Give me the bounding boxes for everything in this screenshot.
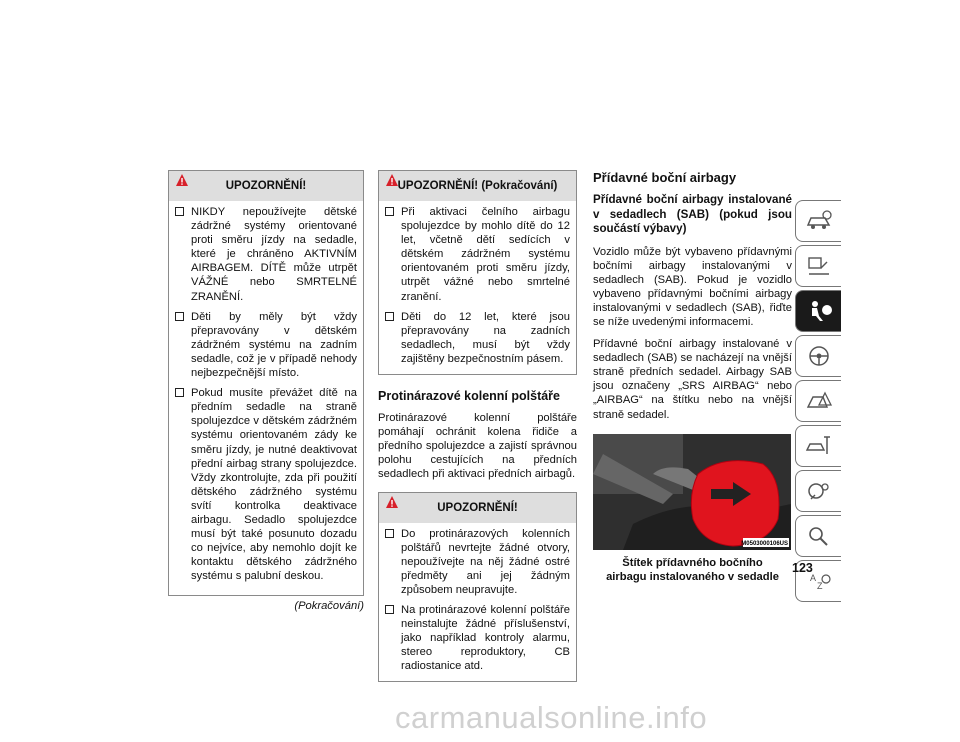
warning-item bbox=[175, 386, 357, 583]
warning-list bbox=[169, 201, 363, 595]
checkbox-bullet-icon bbox=[385, 605, 394, 614]
warning-triangle-icon bbox=[385, 495, 399, 509]
warning-header bbox=[379, 493, 576, 523]
tab-car-info[interactable] bbox=[795, 200, 841, 242]
section-heading: Protinárazové kolenní polštáře bbox=[378, 389, 560, 404]
warning-box bbox=[378, 492, 577, 683]
warning-header bbox=[169, 171, 363, 201]
warning-item bbox=[385, 205, 570, 304]
warning-item-text: Děti do 12 let, které jsou přepravovány na zadních sedadlech, musí být vždy zajištěny bezpečnostním pásem. bbox=[401, 310, 570, 365]
checkbox-bullet-icon bbox=[385, 529, 394, 538]
checkbox-bullet-icon bbox=[175, 388, 184, 397]
warning-title: UPOZORNĚNÍ! bbox=[225, 180, 307, 192]
specifications-icon bbox=[805, 479, 833, 503]
paragraph: Vozidlo může být vybaveno přídavnými bočními airbagy instalovanými v sedadlech (SAB). Pokud je vozidlo vybaveno přídavnými bočními airbagy instalovanými v sedadlech (SAB), řiďte se níže uvedenými informacemi. bbox=[593, 245, 792, 328]
warning-box-continued bbox=[378, 170, 577, 375]
warning-list bbox=[379, 201, 576, 374]
warning-header bbox=[379, 171, 576, 201]
warning-triangle-icon bbox=[175, 173, 189, 187]
checkbox-bullet-icon bbox=[175, 312, 184, 321]
service-icon bbox=[805, 434, 833, 458]
watermark: carmanualsonline.info bbox=[395, 700, 708, 735]
warning-item bbox=[385, 527, 570, 597]
svg-text:A: A bbox=[809, 573, 816, 583]
column-1 bbox=[168, 170, 364, 612]
tab-airbag-safety[interactable] bbox=[795, 290, 841, 332]
warning-box bbox=[168, 170, 364, 596]
paragraph: Protinárazové kolenní polštáře pomáhají ochránit kolena řidiče a předního spolujezdce a zajistí správnou polohu cestujících na předních sedadlech při aktivaci předních airbagů. bbox=[378, 412, 577, 481]
tab-service[interactable] bbox=[795, 425, 841, 467]
seat-airbag-illustration bbox=[593, 434, 791, 550]
warning-title: UPOZORNĚNÍ! bbox=[437, 501, 518, 514]
section-heading: Přídavné boční airbagy bbox=[593, 170, 737, 185]
seat-airbag-figure bbox=[593, 434, 791, 550]
tab-specifications[interactable] bbox=[795, 470, 841, 512]
sub-heading: Přídavné boční airbagy instalované v sedadlech (SAB) (pokud jsou součástí výbavy) bbox=[593, 193, 792, 235]
warning-title: UPOZORNĚNÍ! (Pokračování) bbox=[397, 180, 558, 192]
warning-triangle-icon bbox=[385, 173, 399, 187]
tab-emergency[interactable] bbox=[795, 380, 841, 422]
warning-item bbox=[175, 310, 357, 380]
page-number: 123 bbox=[792, 561, 813, 575]
search-icon bbox=[805, 524, 833, 548]
column-3 bbox=[593, 170, 792, 584]
paragraph: Přídavné boční airbagy instalované v sedadlech (SAB) se nacházejí na vnější straně předních sedadel. Airbagy SAB jsou označeny „SRS AIRBAG“ nebo „AIRBAG“ na štítku nebo na vnější straně sedadel. bbox=[593, 338, 792, 421]
warning-item bbox=[385, 310, 570, 366]
figure-code: M0503000106US bbox=[741, 540, 788, 547]
warning-item bbox=[385, 603, 570, 673]
dashboard-icon bbox=[805, 254, 833, 278]
car-info-icon bbox=[805, 209, 833, 233]
column-2 bbox=[378, 170, 577, 682]
warning-item-text: Při aktivaci čelního airbagu spolujezdce by mohlo dítě do 12 let, včetně dětí sedících v dětském zádržném systému orientovaném proti směru jízdy, utrpět vážné nebo smrtelné zranění. bbox=[401, 206, 570, 303]
tab-steering[interactable] bbox=[795, 335, 841, 377]
chapter-tabs bbox=[795, 200, 841, 605]
checkbox-bullet-icon bbox=[385, 207, 394, 216]
tab-search[interactable] bbox=[795, 515, 841, 557]
warning-item-text: Pokud musíte převážet dítě na předním sedadle na straně spolujezdce v dětském zádržném systému orientovaném zády ke směru jízdy, je nutné deaktivovat přední airbag strany spolujezdce. Vždy zkontrolujte, zda při použití dětského zádržného systému svítí kontrolka deaktivace airbagu. Sedadlo spolujezdce musí být také posunuto dozadu co nejvíce, aby nemohlo dojít ke kontaktu dětského zádržného systému s palubní deskou. bbox=[191, 387, 357, 583]
checkbox-bullet-icon bbox=[385, 312, 394, 321]
tab-dashboard[interactable] bbox=[795, 245, 841, 287]
checkbox-bullet-icon bbox=[175, 207, 184, 216]
warning-list bbox=[379, 523, 576, 682]
figure-caption: Štítek přídavného bočního airbagu instalovaného v sedadle bbox=[606, 556, 779, 583]
warning-item-text: NIKDY nepoužívejte dětské zádržné systémy orientované proti směru jízdy na sedadle, které je chráněno AKTIVNÍM AIRBAGEM. DÍTĚ může utrpět VÁŽNÉ nebo SMRTELNÉ ZRANĚNÍ. bbox=[191, 206, 357, 303]
continued-label: (Pokračování) bbox=[294, 600, 364, 613]
warning-item bbox=[175, 205, 357, 304]
warning-item-text: Do protinárazových kolenních polštářů nevrtejte žádné otvory, nepoužívejte na něj žádné ostré předměty ani jej žádným způsobem neupravujte. bbox=[401, 527, 570, 596]
warning-item-text: Děti by měly být vždy přepravovány v dětském zádržném systému na zadním sedadle, což je v případě nehody nejbezpečnější místo. bbox=[191, 310, 357, 380]
airbag-safety-icon bbox=[805, 299, 833, 323]
steering-wheel-icon bbox=[805, 344, 833, 368]
warning-item-text: Na protinárazové kolenní polštáře neinstalujte žádné příslušenství, jako například kontroly alarmu, stereo reproduktory, CB radiostanice atd. bbox=[401, 603, 570, 673]
svg-text:Z: Z bbox=[816, 581, 822, 591]
emergency-icon bbox=[805, 389, 833, 413]
